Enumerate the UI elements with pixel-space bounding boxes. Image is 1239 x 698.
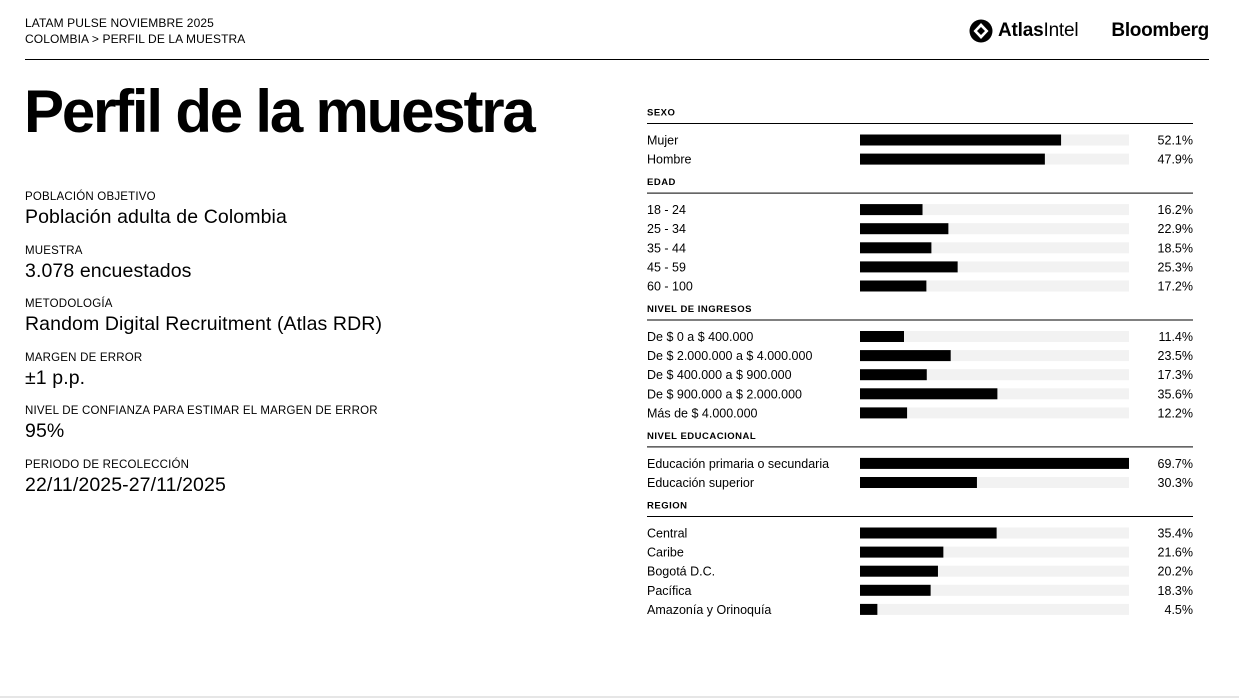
bar <box>860 242 931 253</box>
bar <box>860 331 904 342</box>
fact-value: 95% <box>25 420 65 442</box>
page-title: Perfil de la muestra <box>24 78 534 145</box>
bar <box>860 547 943 558</box>
category-label: De $ 0 a $ 400.000 <box>647 330 754 344</box>
value-label: 47.9% <box>1157 152 1193 167</box>
section-divider <box>647 446 1193 447</box>
bar <box>860 223 948 234</box>
section-title: REGION <box>647 500 688 512</box>
value-label: 25.3% <box>1157 260 1193 275</box>
fact-label: METODOLOGÍA <box>25 298 113 310</box>
value-label: 20.2% <box>1157 564 1193 579</box>
value-label: 21.6% <box>1157 545 1193 560</box>
value-label: 22.9% <box>1157 222 1193 237</box>
section-divider <box>647 320 1193 321</box>
category-label: Caribe <box>647 545 684 560</box>
bar <box>860 458 1129 469</box>
bar <box>860 585 931 596</box>
category-label: Central <box>647 526 688 541</box>
category-label: Bogotá D.C. <box>647 564 716 579</box>
category-label: 45 - 59 <box>647 260 686 275</box>
section-title: SEXO <box>647 107 676 119</box>
value-label: 69.7% <box>1157 456 1193 471</box>
category-label: 25 - 34 <box>647 222 686 237</box>
section-divider <box>647 123 1193 124</box>
category-label: 35 - 44 <box>647 241 686 256</box>
category-label: Amazonía y Orinoquía <box>647 602 772 617</box>
breadcrumb: COLOMBIA > PERFIL DE LA MUESTRA <box>25 32 246 46</box>
category-label: De $ 400.000 a $ 900.000 <box>647 368 792 383</box>
bar <box>860 261 958 272</box>
bar <box>860 204 923 215</box>
fact-label: MUESTRA <box>25 244 83 257</box>
value-label: 35.6% <box>1157 387 1193 402</box>
category-label: Más de $ 4.000.000 <box>647 406 758 421</box>
value-label: 23.5% <box>1157 349 1193 364</box>
bar <box>860 528 997 539</box>
section-divider <box>647 516 1193 517</box>
value-label: 17.3% <box>1157 368 1193 383</box>
category-label: De $ 2.000.000 a $ 4.000.000 <box>647 349 813 364</box>
bar <box>860 350 951 361</box>
fact-value: Población adulta de Colombia <box>25 206 287 228</box>
value-label: 30.3% <box>1157 476 1193 490</box>
category-label: 18 - 24 <box>647 203 686 218</box>
fact-value: 3.078 encuestados <box>25 259 192 282</box>
fact-value: Random Digital Recruitment (Atlas RDR) <box>25 313 383 335</box>
fact-label: PERIODO DE RECOLECCIÓN <box>25 458 190 471</box>
bar <box>860 477 977 488</box>
bar <box>860 604 877 615</box>
category-label: De $ 900.000 a $ 2.000.000 <box>647 387 802 402</box>
bar-track <box>860 604 1129 615</box>
bar <box>860 407 907 418</box>
value-label: 12.2% <box>1157 406 1193 421</box>
value-label: 16.2% <box>1157 203 1193 218</box>
fact-label: MARGEN DE ERROR <box>25 351 143 364</box>
fact-label: POBLACIÓN OBJETIVO <box>25 191 156 203</box>
bar <box>860 369 927 380</box>
bar <box>860 281 926 292</box>
value-label: 17.2% <box>1157 279 1193 294</box>
bar <box>860 388 997 399</box>
bar <box>860 566 938 577</box>
category-label: Hombre <box>647 152 692 167</box>
value-label: 4.5% <box>1164 602 1193 617</box>
value-label: 18.5% <box>1157 241 1193 256</box>
section-title: NIVEL DE INGRESOS <box>647 304 752 315</box>
value-label: 18.3% <box>1157 583 1193 598</box>
bloomberg-logo: Bloomberg <box>1111 20 1209 41</box>
fact-value: ±1 p.p. <box>25 366 86 389</box>
category-label: Educación primaria o secundaria <box>647 456 830 471</box>
value-label: 11.4% <box>1158 330 1193 344</box>
category-label: Educación superior <box>647 476 755 490</box>
section-title: EDAD <box>647 177 676 189</box>
category-label: Pacífica <box>647 583 692 598</box>
value-label: 35.4% <box>1157 526 1193 541</box>
section-divider <box>647 193 1193 194</box>
section-title: NIVEL EDUCACIONAL <box>647 430 757 442</box>
category-label: Mujer <box>647 133 679 148</box>
atlasintel-wordmark: AtlasIntel <box>998 20 1079 41</box>
category-label: 60 - 100 <box>647 279 693 294</box>
bar <box>860 154 1045 165</box>
fact-value: 22/11/2025-27/11/2025 <box>25 473 226 496</box>
value-label: 52.1% <box>1157 133 1193 148</box>
report-series: LATAM PULSE NOVIEMBRE 2025 <box>25 16 214 30</box>
bar <box>860 135 1061 146</box>
fact-label: NIVEL DE CONFIANZA PARA ESTIMAR EL MARGEN DE ERROR <box>25 405 378 417</box>
